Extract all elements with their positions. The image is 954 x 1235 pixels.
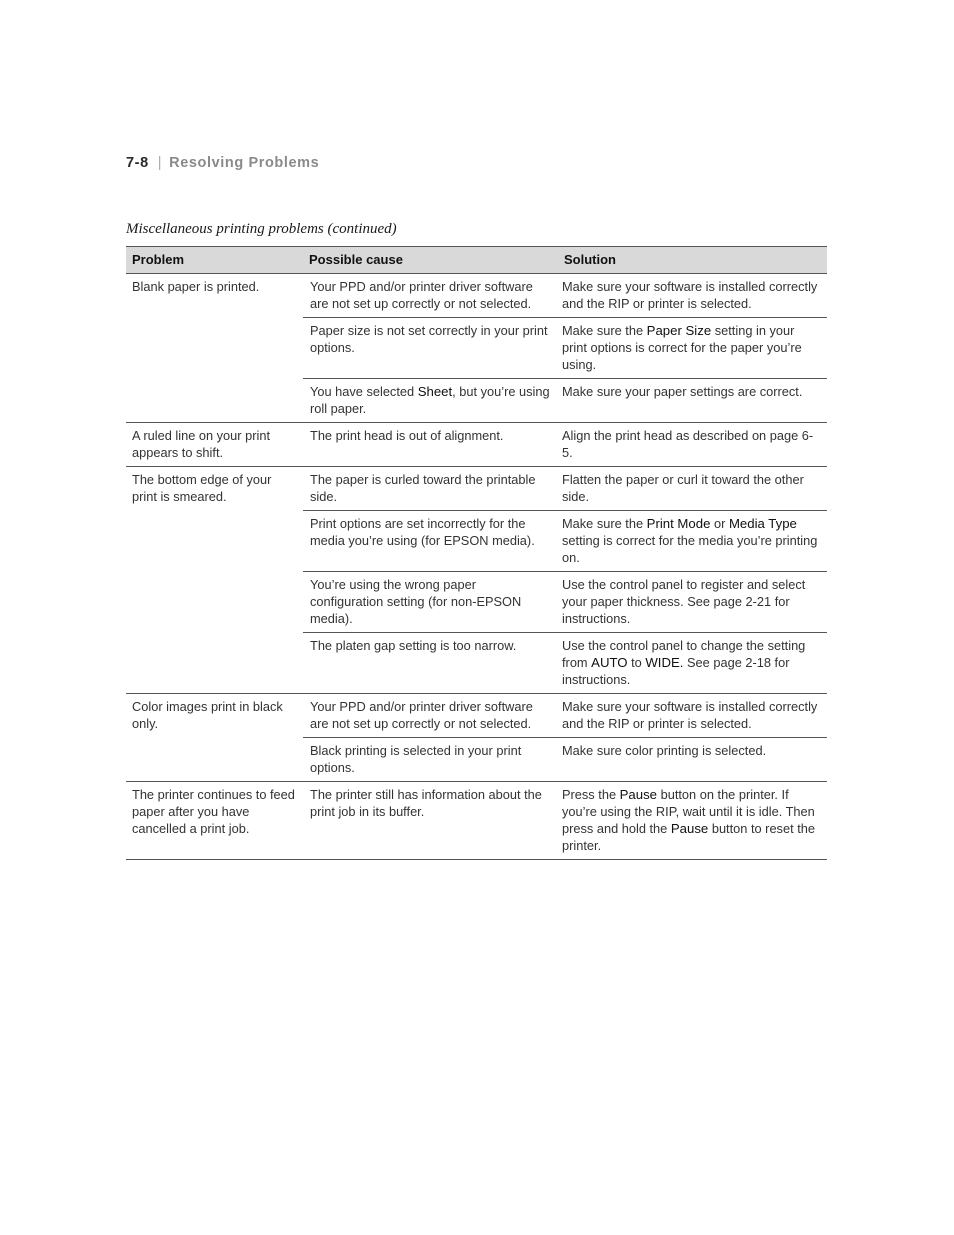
table-row (126, 572, 827, 633)
text-run: Make sure the (562, 323, 647, 338)
text-run: You have selected (310, 384, 418, 399)
text-run: Press the (562, 787, 620, 802)
section-title: Resolving Problems (169, 155, 320, 171)
text-run: See page 2-18 for instructions. (562, 655, 790, 687)
cell-problem (126, 379, 303, 423)
cell-problem (126, 738, 303, 782)
text-run: Make sure the (562, 516, 647, 531)
problems-table (126, 246, 827, 860)
column-header-problem: Problem (126, 247, 303, 274)
cell-problem: The printer continues to feed paper after you have cancelled a print job. (126, 782, 303, 860)
table-row (126, 379, 827, 423)
cell-possible-cause: You’re using the wrong paper configuration setting (for non-EPSON media). (303, 572, 558, 633)
cell-problem: Blank paper is printed. (132, 279, 260, 294)
cell-solution (558, 694, 827, 738)
cell-solution (558, 738, 827, 782)
setting-keyword: Pause (670, 821, 709, 836)
column-header-solution: Solution (558, 247, 827, 274)
table-row (126, 423, 827, 467)
text-run: Make sure color printing is selected. (562, 743, 767, 758)
setting-keyword: Media Type (728, 516, 797, 531)
header-separator: | (157, 155, 163, 171)
cell-solution (558, 274, 827, 318)
cell-possible-cause: Your PPD and/or printer driver software are not set up correctly or not selected. (303, 274, 558, 318)
cell-possible-cause: The paper is curled toward the printable side. (303, 467, 558, 511)
column-header-possible-cause: Possible cause (303, 247, 558, 274)
text-run: Align the print head as described on page 6-5. (562, 428, 814, 460)
table-caption: Miscellaneous printing problems (continued) (126, 221, 397, 237)
running-header (126, 155, 319, 171)
cell-possible-cause: The platen gap setting is too narrow. (303, 633, 558, 694)
cell-solution (558, 318, 827, 379)
text-run: setting is correct for the media you’re printing on. (562, 533, 818, 565)
cell-possible-cause: Paper size is not set correctly in your print options. (303, 318, 558, 379)
table-row (126, 511, 827, 572)
text-run: button on the printer. If you’re using the RIP, wait until it is idle. Then press and hold the (562, 787, 815, 836)
setting-keyword: Paper Size (646, 323, 712, 338)
text-run: Make sure your paper settings are correct. (562, 384, 803, 399)
cell-possible-cause (303, 379, 558, 423)
table-row (126, 633, 827, 694)
cell-solution (558, 782, 827, 860)
table-row (126, 467, 827, 511)
cell-solution (558, 511, 827, 572)
setting-keyword: WIDE. (645, 655, 684, 670)
cell-solution (558, 379, 827, 423)
text-run: Use the control panel to register and select your paper thickness. See page 2-21 for instructions. (562, 577, 806, 626)
text-run: Make sure your software is installed correctly and the RIP or printer is selected. (562, 699, 818, 731)
cell-solution (558, 633, 827, 694)
text-run: Flatten the paper or curl it toward the other side. (562, 472, 804, 504)
text-run: button to reset the printer. (562, 821, 815, 853)
cell-problem: A ruled line on your print appears to shift. (126, 423, 303, 467)
cell-possible-cause: Your PPD and/or printer driver software are not set up correctly or not selected. (303, 694, 558, 738)
setting-keyword: AUTO (591, 655, 628, 670)
setting-keyword: Sheet (417, 384, 453, 399)
cell-possible-cause: The printer still has information about the print job in its buffer. (303, 782, 558, 860)
cell-problem: The bottom edge of your print is smeared. (132, 472, 272, 504)
cell-problem (126, 511, 303, 572)
table-row (126, 738, 827, 782)
cell-problem (126, 318, 303, 379)
cell-solution (558, 423, 827, 467)
table-body (126, 274, 827, 860)
cell-possible-cause: The print head is out of alignment. (303, 423, 558, 467)
cell-problem (126, 633, 303, 694)
text-run: , but you’re using roll paper. (310, 384, 550, 416)
table-row (126, 274, 827, 318)
table-row (126, 318, 827, 379)
setting-keyword: Print Mode (646, 516, 711, 531)
setting-keyword: Pause (619, 787, 658, 802)
table-header-row (126, 247, 827, 274)
table-row (126, 782, 827, 860)
text-run: setting in your print options is correct for the paper you’re using. (562, 323, 802, 372)
cell-solution (558, 572, 827, 633)
text-run: or (710, 516, 729, 531)
cell-possible-cause: Black printing is selected in your print options. (303, 738, 558, 782)
text-run: Make sure your software is installed correctly and the RIP or printer is selected. (562, 279, 818, 311)
cell-solution (558, 467, 827, 511)
table-row (126, 694, 827, 738)
cell-problem (126, 572, 303, 633)
page-number: 7-8 (126, 155, 149, 171)
text-run: Use the control panel to change the setting from (562, 638, 806, 670)
cell-problem: Color images print in black only. (132, 699, 283, 731)
cell-possible-cause: Print options are set incorrectly for the media you’re using (for EPSON media). (303, 511, 558, 572)
text-run: to (627, 655, 646, 670)
